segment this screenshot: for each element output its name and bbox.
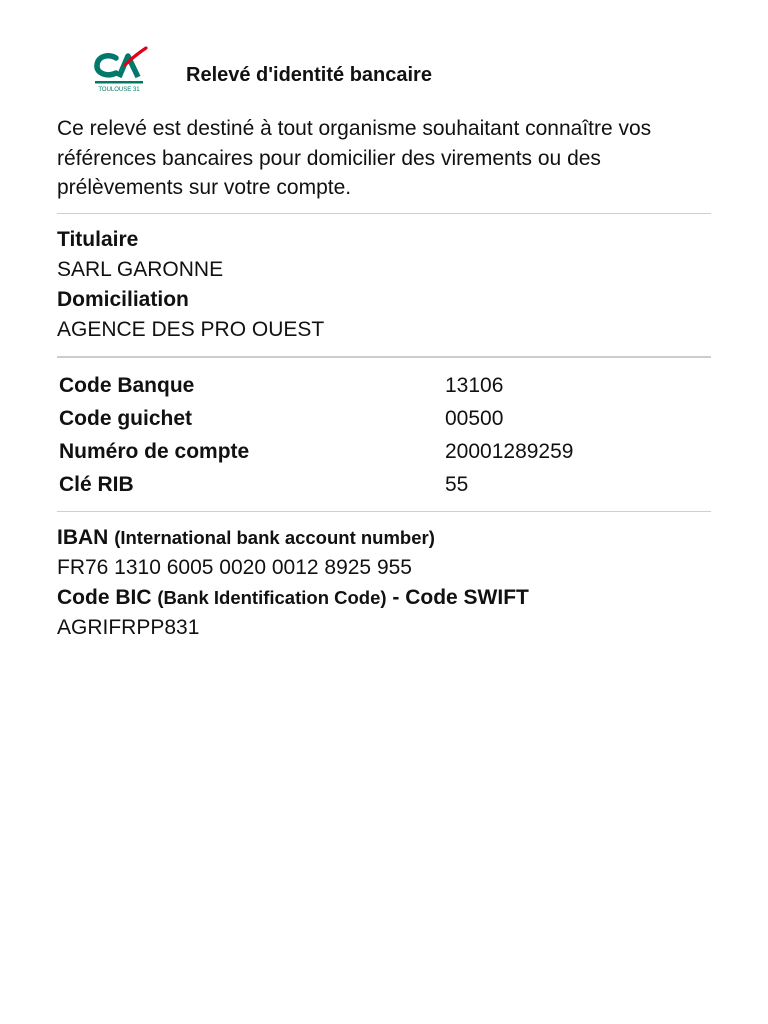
code-row-guichet bbox=[59, 402, 711, 435]
bank-codes-table bbox=[59, 369, 711, 501]
iban-label bbox=[57, 523, 717, 553]
code-row-banque bbox=[59, 369, 711, 402]
bic-label-note: (Bank Identification Code) bbox=[157, 587, 387, 608]
bic-label-main: Code BIC bbox=[57, 586, 152, 609]
divider bbox=[57, 511, 711, 512]
titulaire-label: Titulaire bbox=[57, 228, 139, 251]
divider bbox=[57, 356, 711, 358]
titulaire-value: SARL GARONNE bbox=[57, 258, 224, 281]
code-value: 13106 bbox=[445, 374, 504, 397]
credit-agricole-logo bbox=[92, 44, 148, 94]
bic-value: AGRIFRPP831 bbox=[57, 616, 200, 639]
intro-text: Ce relevé est destiné à tout organisme souhaitant connaître vos références bancaires pour domicilier des virements ou des prélèvements sur votre compte. bbox=[57, 117, 652, 199]
code-label: Numéro de compte bbox=[59, 440, 250, 463]
code-row-cle-rib bbox=[59, 468, 711, 501]
divider bbox=[57, 213, 711, 214]
code-row-compte bbox=[59, 435, 711, 468]
bic-label bbox=[57, 583, 717, 613]
domiciliation-label: Domiciliation bbox=[57, 288, 189, 311]
bic-label-suffix: - Code SWIFT bbox=[392, 586, 529, 609]
iban-value: FR76 1310 6005 0020 0012 8925 955 bbox=[57, 556, 412, 579]
code-label: Code Banque bbox=[59, 374, 195, 397]
iban-label-note: (International bank account number) bbox=[114, 527, 435, 548]
page-title: Relevé d'identité bancaire bbox=[186, 64, 432, 86]
code-label: Code guichet bbox=[59, 407, 193, 430]
code-value: 20001289259 bbox=[445, 440, 574, 463]
code-value: 00500 bbox=[445, 407, 504, 430]
code-label: Clé RIB bbox=[59, 473, 134, 496]
iban-section bbox=[57, 523, 717, 643]
code-value: 55 bbox=[445, 473, 469, 496]
iban-label-main: IBAN bbox=[57, 526, 109, 549]
logo-subtitle: TOULOUSE 31 bbox=[98, 87, 140, 93]
domiciliation-value: AGENCE DES PRO OUEST bbox=[57, 318, 325, 341]
holder-section bbox=[57, 225, 717, 345]
header bbox=[0, 40, 768, 100]
